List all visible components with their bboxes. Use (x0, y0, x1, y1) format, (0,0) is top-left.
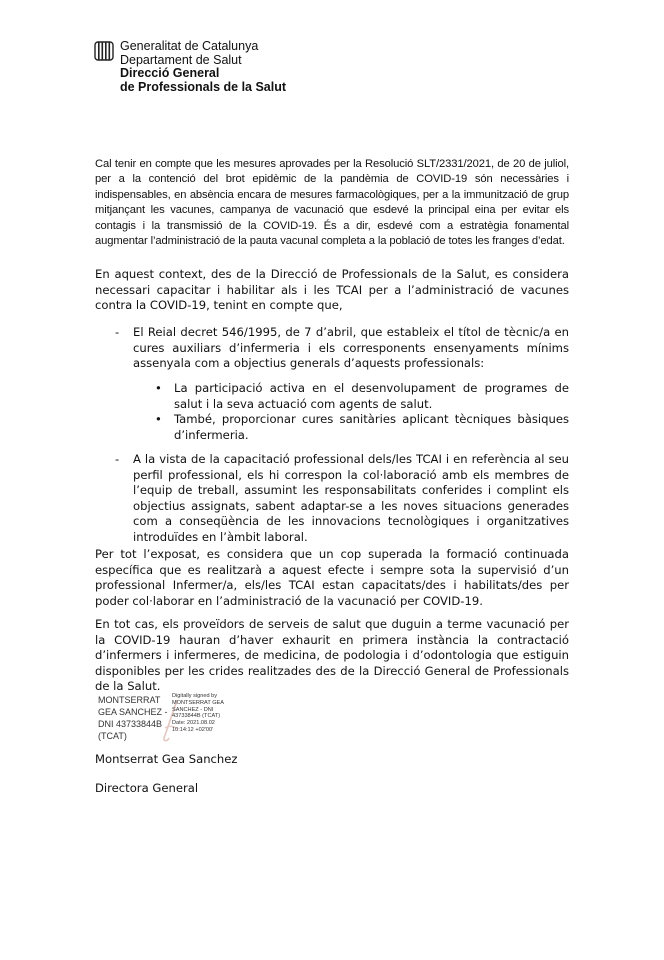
signature-left-line: MONTSERRAT (98, 695, 161, 705)
bullet-item (152, 412, 569, 443)
letterhead (94, 40, 286, 94)
dash-marker: - (115, 452, 120, 466)
bullet-dot: • (155, 412, 162, 427)
bullet-list (152, 381, 569, 443)
signature-details-block (172, 693, 224, 734)
digital-signature (95, 692, 295, 748)
paragraph-2 (95, 267, 569, 314)
dash-list-item (117, 452, 569, 546)
signature-detail-line: 10:14:12 +02'00' (172, 726, 214, 733)
signature-left-line: GEA SANCHEZ - (98, 707, 168, 717)
paragraph-3-text: Per tot l’exposat, es considera que un cop superada la formació continuada específica que es realitzarà a aquest efecte i sempre sota la supervisió d’un professional Infermer/a, els/les TCAI estan capacitats/des i habilitats/des per poder col·laborar en l’administració de la vacunació per COVID-19. (95, 547, 569, 608)
bullet-item-1-text: La participació activa en el desenvolupament de programes de salut i la seva actuació com agents de salut. (174, 381, 569, 411)
paragraph-1-text: Cal tenir en compte que les mesures aprovades per la Resolució SLT/2331/2021, de 20 de juliol, per a la contenció del brot epidèmic de la pandèmia de COVID-19 són necessàries i indispensables, en absència encara de mesures farmacològiques, per a la immunització de grup mitjançant les vacunes, campanya de vacunació que esdevé la principal eina per evitar els contagis i la transmissió de la COVID-19. És a dir, esdevé com a estratègia fonamental augmentar l’administració de la pauta vacunal completa a la població de totes les franges d’edat. (95, 158, 569, 248)
paragraph-1 (95, 157, 569, 249)
letterhead-line-3: Direcció General (120, 66, 220, 80)
letterhead-line-4: de Professionals de la Salut (120, 79, 287, 94)
signature-detail-line: Date: 2021.08.02 (172, 720, 215, 727)
bullet-dot: • (155, 381, 162, 395)
bullet-item (152, 381, 569, 412)
letterhead-line-1: Generalitat de Catalunya (120, 39, 259, 53)
signature-detail-line: Digitally signed by (172, 693, 218, 699)
dash-item-1-text: El Reial decret 546/1995, de 7 d’abril, que estableix el títol de tècnic/a en cures auxiliars d’infermeria i els corresponents ensenyaments mínims assenyala com a objectius generals d’aquests professionals: (133, 325, 569, 371)
letterhead-text (120, 40, 286, 94)
bullet-item-2-text: També, proporcionar cures sanitàries aplicant tècniques bàsiques d’infermeria. (174, 412, 569, 442)
paragraph-3 (95, 547, 569, 609)
signature-left-line: DNI 43733844B (98, 719, 163, 729)
dash-marker: - (115, 325, 120, 339)
paragraph-4-text: En tot cas, els proveïdors de serveis de salut que duguin a terme vacunació per la COVID-19 hauran d’haver exhaurit en primera instància la contractació d’infermers i infermeres, de medicina, de podologia i d’odontologia que estiguin disponibles per les crides realitzades des de la Direcció General de Professionals de la Salut. (95, 617, 569, 694)
paragraph-4 (95, 617, 569, 695)
signer-name: Montserrat Gea Sanchez (95, 752, 238, 766)
dash-item-2-text: A la vista de la capacitació professional dels/les TCAI i en referència al seu perfil professional, els hi correspon la col·laboració amb els membres de l’equip de treball, assumint les responsabilitats conferides i complint els objectius assignats, sabent adaptar-se a les noves situacions generades com a conseqüència de les innovacions tecnològiques i organitzatives introduïdes en l’àmbit laboral. (133, 452, 569, 544)
signature-detail-line: 43733844B (TCAT) (172, 713, 221, 720)
generalitat-logo-icon (94, 40, 114, 62)
signature-detail-line: MONTSERRAT GEA (172, 699, 225, 706)
paragraph-2-text: En aquest context, des de la Direcció de Professionals de la Salut, es considera necessari capacitar i habilitar als i les TCAI per a l’administració de vacunes contra la COVID-19, tenint en compte que, (95, 267, 569, 313)
signer-title: Directora General (95, 781, 199, 795)
dash-list-item (117, 325, 569, 372)
letterhead-line-2: Departament de Salut (120, 52, 242, 67)
signature-left-line: (TCAT) (98, 731, 127, 741)
signature-detail-line: SANCHEZ - DNI (172, 706, 214, 713)
